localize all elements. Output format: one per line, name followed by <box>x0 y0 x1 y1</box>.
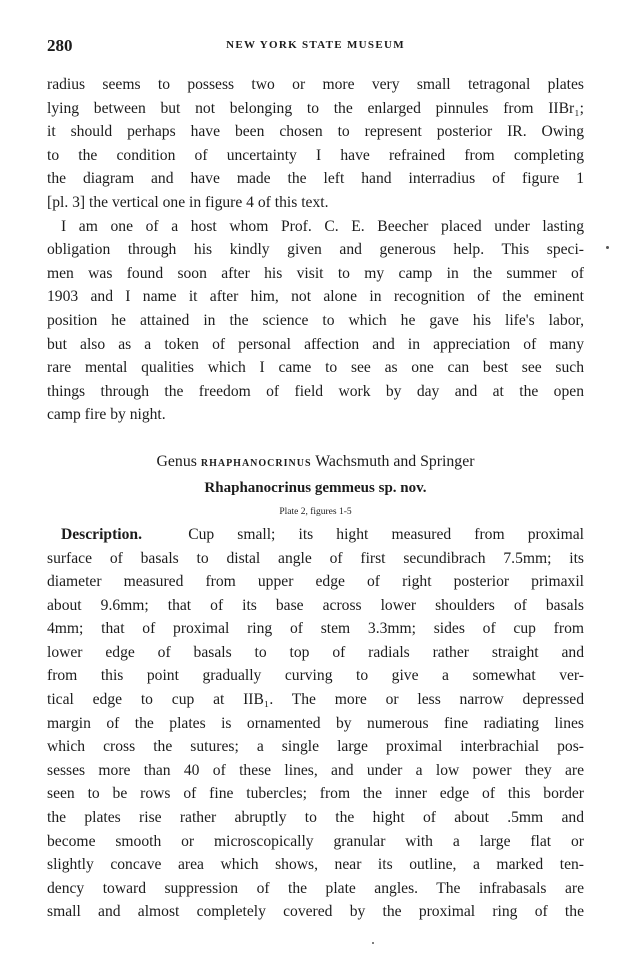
text-line: lower edge of basals to top of radials rather straight and <box>47 643 584 661</box>
text-line: 4mm; that of proximal ring of stem 3.3mm; sides of cup from <box>47 620 584 638</box>
text-line: slightly concave area which shows, near its outline, a marked ten- <box>47 856 584 874</box>
text-line: radius seems to possess two or more very small tetragonal plates <box>47 76 584 93</box>
text-line: margin of the plates is ornamented by numerous fine radiating lines <box>47 714 584 732</box>
text-line: which cross the sutures; a single large proximal interbrachial pos- <box>47 738 584 756</box>
text-line: the plates rise rather abruptly to the hight of about .5mm and <box>47 809 584 827</box>
text-line: but also as a token of personal affection and in appreciation of many <box>47 335 584 353</box>
genus-heading <box>47 449 584 475</box>
scan-speck <box>606 246 609 249</box>
text-line: camp fire by night. <box>47 406 166 424</box>
text-line: 1903 and I name it after him, not alone in recognition of the eminent <box>47 288 584 306</box>
genus-authors: Wachsmuth and Springer <box>315 452 475 470</box>
text-line: become smooth or microscopically granular with a large flat or <box>47 832 584 850</box>
page-number: 280 <box>47 36 73 55</box>
text-line: it should perhaps have been chosen to represent posterior IR. Owing <box>47 123 584 141</box>
text-line: small and almost completely covered by the proximal ring of the <box>47 903 584 921</box>
text-line: to the condition of uncertainty I have refrained from completing <box>47 146 584 164</box>
genus-prefix: Genus <box>156 452 197 470</box>
paragraph-1 <box>47 73 584 215</box>
text-line <box>47 523 584 547</box>
text-line: tical edge to cup at IIB₁. The more or less narrow depressed <box>47 691 584 709</box>
text-line: from this point gradually curving to give a somewhat ver- <box>47 667 584 685</box>
text-line: I am one of a host whom Prof. C. E. Beecher placed under lasting <box>61 217 584 235</box>
scan-speck <box>372 942 374 944</box>
text-line: dency toward suppression of the plate angles. The infrabasals are <box>47 879 584 897</box>
page-header <box>47 36 584 58</box>
text-line: about 9.6mm; that of its base across lower shoulders of basals <box>47 596 584 614</box>
plate-reference: Plate 2, figures 1-5 <box>279 506 352 517</box>
paragraph-2 <box>47 215 584 427</box>
page-body <box>47 73 584 924</box>
text-line: obligation through his kindly given and generous help. This speci- <box>47 241 584 259</box>
text-line: seen to be rows of fine tubercles; from the inner edge of this border <box>47 785 584 803</box>
text-line: things through the freedom of field work by day and at the open <box>47 382 584 400</box>
section-gap <box>47 427 584 449</box>
species-heading: Rhaphanocrinus gemmeus sp. nov. <box>204 479 427 496</box>
genus-name: RHAPHANOCRINUS <box>200 457 312 469</box>
text-line: diameter measured from upper edge of right posterior primaxil <box>47 573 584 591</box>
text-line: lying between but not belonging to the enlarged pinnules from IIBr₁; <box>47 99 584 117</box>
running-head: NEW YORK STATE MUSEUM <box>226 39 405 51</box>
description-first-line: Cup small; its hight measured from proximal <box>188 525 584 543</box>
text-line: men was found soon after his visit to my camp in the summer of <box>47 264 584 282</box>
description-label: Description. <box>61 525 142 543</box>
text-line: rare mental qualities which I came to see as one can best see such <box>47 359 584 377</box>
description-paragraph <box>47 523 584 924</box>
text-line: sesses more than 40 of these lines, and under a low power they are <box>47 761 584 779</box>
text-line: [pl. 3] the vertical one in figure 4 of this text. <box>47 193 329 211</box>
text-line: surface of basals to distal angle of first secundibrach 7.5mm; its <box>47 549 584 567</box>
text-line: position he attained in the science to which he gave his life's labor, <box>47 311 584 329</box>
text-line: the diagram and have made the left hand interradius of figure 1 <box>47 170 584 188</box>
